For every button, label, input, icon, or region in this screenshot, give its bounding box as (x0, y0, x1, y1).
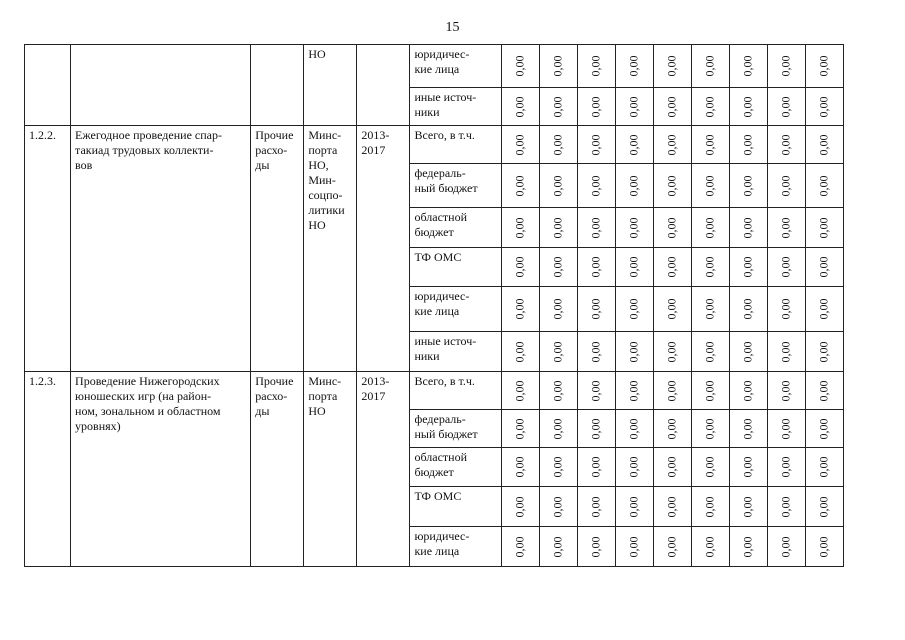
value-cell (615, 164, 653, 208)
value-cell (501, 164, 539, 208)
measure-name: Ежегодное проведение спар- такиад трудовых коллекти- вов (71, 126, 251, 372)
value-cell (653, 487, 691, 527)
value-text: 0,00 (740, 536, 755, 557)
value-cell (691, 527, 729, 567)
value-text: 0,00 (816, 341, 831, 362)
value-text: 0,00 (588, 134, 603, 155)
value-text: 0,00 (702, 536, 717, 557)
value-text: 0,00 (664, 134, 679, 155)
value-cell (615, 45, 653, 88)
funding-source: юридичес- кие лица (410, 45, 501, 88)
value-cell (691, 126, 729, 164)
value-cell (539, 410, 577, 448)
value-cell (805, 126, 843, 164)
table-row (25, 372, 844, 410)
funding-source: областной бюджет (410, 208, 501, 248)
value-text: 0,00 (740, 175, 755, 196)
value-text: 0,00 (512, 134, 527, 155)
value-text: 0,00 (588, 55, 603, 77)
value-text: 0,00 (702, 456, 717, 478)
value-text: 0,00 (664, 298, 679, 320)
value-text: 0,00 (740, 496, 755, 517)
value-cell (577, 208, 615, 248)
value-text: 0,00 (664, 496, 679, 517)
value-cell (691, 208, 729, 248)
value-cell (653, 287, 691, 332)
value-text: 0,00 (740, 380, 755, 401)
value-text: 0,00 (816, 175, 831, 196)
value-cell (539, 126, 577, 164)
value-text: 0,00 (816, 298, 831, 320)
value-text: 0,00 (702, 496, 717, 517)
value-text: 0,00 (512, 536, 527, 557)
value-cell (691, 372, 729, 410)
value-cell (729, 287, 767, 332)
funding-source: федераль- ный бюджет (410, 164, 501, 208)
value-cell (501, 372, 539, 410)
value-text: 0,00 (778, 341, 793, 362)
value-text: 0,00 (626, 456, 641, 478)
value-text: 0,00 (816, 256, 831, 278)
value-cell (577, 372, 615, 410)
funding-source: Всего, в т.ч. (410, 126, 501, 164)
period-cell (357, 45, 410, 126)
value-text: 0,00 (816, 96, 831, 117)
value-text: 0,00 (740, 96, 755, 117)
value-cell (539, 372, 577, 410)
value-cell (501, 410, 539, 448)
value-text: 0,00 (626, 298, 641, 320)
name-cell (71, 45, 251, 126)
value-text: 0,00 (816, 380, 831, 401)
value-text: 0,00 (778, 418, 793, 439)
value-cell (577, 45, 615, 88)
value-text: 0,00 (512, 496, 527, 517)
value-cell (653, 88, 691, 126)
value-text: 0,00 (816, 134, 831, 155)
value-text: 0,00 (550, 298, 565, 320)
executor: Минс- порта НО, Мин- соцпо- литики НО (304, 126, 357, 372)
value-cell (577, 527, 615, 567)
period: 2013- 2017 (357, 126, 410, 372)
value-text: 0,00 (778, 96, 793, 117)
value-text: 0,00 (550, 256, 565, 278)
value-cell (805, 487, 843, 527)
value-text: 0,00 (550, 134, 565, 155)
value-text: 0,00 (702, 55, 717, 77)
value-text: 0,00 (664, 380, 679, 401)
value-cell (805, 372, 843, 410)
value-text: 0,00 (512, 175, 527, 196)
expense-type: Прочие расхо- ды (251, 126, 304, 372)
value-text: 0,00 (778, 496, 793, 517)
value-text: 0,00 (626, 418, 641, 439)
value-cell (729, 372, 767, 410)
value-cell (577, 448, 615, 487)
value-cell (767, 45, 805, 88)
value-cell (767, 164, 805, 208)
value-cell (653, 332, 691, 372)
table-row (25, 45, 844, 88)
value-cell (539, 164, 577, 208)
value-text: 0,00 (626, 380, 641, 401)
value-text: 0,00 (512, 256, 527, 278)
value-cell (653, 527, 691, 567)
value-text: 0,00 (626, 217, 641, 238)
value-cell (729, 410, 767, 448)
value-text: 0,00 (816, 55, 831, 77)
value-cell (691, 248, 729, 287)
value-text: 0,00 (664, 256, 679, 278)
funding-source: областной бюджет (410, 448, 501, 487)
value-cell (691, 487, 729, 527)
value-cell (729, 126, 767, 164)
funding-source: ТФ ОМС (410, 248, 501, 287)
value-cell (653, 208, 691, 248)
value-text: 0,00 (626, 496, 641, 517)
value-text: 0,00 (550, 55, 565, 77)
budget-table (24, 44, 844, 567)
funding-source: федераль- ный бюджет (410, 410, 501, 448)
value-cell (615, 126, 653, 164)
table-row (25, 126, 844, 164)
value-text: 0,00 (626, 536, 641, 557)
value-text: 0,00 (588, 536, 603, 557)
value-cell (501, 287, 539, 332)
value-cell (577, 164, 615, 208)
value-text: 0,00 (702, 418, 717, 439)
value-cell (653, 448, 691, 487)
value-text: 0,00 (550, 96, 565, 117)
measure-number: 1.2.2. (25, 126, 71, 372)
value-cell (691, 448, 729, 487)
value-cell (767, 88, 805, 126)
page-number: 15 (445, 20, 460, 35)
value-text: 0,00 (626, 55, 641, 77)
value-text: 0,00 (550, 536, 565, 557)
value-cell (615, 527, 653, 567)
funding-source: иные источ- ники (410, 88, 501, 126)
value-text: 0,00 (778, 217, 793, 238)
value-text: 0,00 (588, 175, 603, 196)
value-cell (501, 248, 539, 287)
value-cell (729, 527, 767, 567)
value-text: 0,00 (702, 380, 717, 401)
value-text: 0,00 (740, 456, 755, 478)
value-text: 0,00 (740, 418, 755, 439)
value-text: 0,00 (816, 456, 831, 478)
value-cell (539, 248, 577, 287)
value-text: 0,00 (740, 256, 755, 278)
value-cell (615, 372, 653, 410)
value-text: 0,00 (512, 341, 527, 362)
value-cell (501, 448, 539, 487)
value-text: 0,00 (778, 536, 793, 557)
value-cell (577, 126, 615, 164)
value-text: 0,00 (550, 175, 565, 196)
value-cell (767, 126, 805, 164)
value-cell (577, 332, 615, 372)
value-cell (691, 164, 729, 208)
value-cell (501, 332, 539, 372)
value-cell (767, 448, 805, 487)
value-cell (767, 332, 805, 372)
funding-source: иные источ- ники (410, 332, 501, 372)
value-text: 0,00 (588, 456, 603, 478)
value-cell (615, 248, 653, 287)
value-text: 0,00 (816, 496, 831, 517)
value-text: 0,00 (816, 536, 831, 557)
value-text: 0,00 (664, 418, 679, 439)
value-cell (767, 372, 805, 410)
value-text: 0,00 (512, 96, 527, 117)
value-cell (653, 372, 691, 410)
value-cell (539, 88, 577, 126)
value-text: 0,00 (702, 134, 717, 155)
value-cell (501, 208, 539, 248)
value-text: 0,00 (626, 175, 641, 196)
value-text: 0,00 (550, 496, 565, 517)
value-cell (501, 527, 539, 567)
value-text: 0,00 (512, 418, 527, 439)
value-text: 0,00 (550, 217, 565, 238)
value-cell (729, 332, 767, 372)
number-cell (25, 45, 71, 126)
funding-source: ТФ ОМС (410, 487, 501, 527)
value-cell (501, 487, 539, 527)
measure-number: 1.2.3. (25, 372, 71, 567)
value-cell (653, 164, 691, 208)
funding-source: юридичес- кие лица (410, 527, 501, 567)
value-text: 0,00 (550, 456, 565, 478)
value-cell (577, 88, 615, 126)
value-cell (805, 88, 843, 126)
value-text: 0,00 (512, 217, 527, 238)
measure-name: Проведение Нижегородских юношеских игр (на район- ном, зональном и областном уровнях) (71, 372, 251, 567)
value-cell (691, 287, 729, 332)
value-text: 0,00 (588, 256, 603, 278)
value-text: 0,00 (664, 217, 679, 238)
value-cell (691, 332, 729, 372)
value-cell (767, 527, 805, 567)
value-cell (501, 88, 539, 126)
value-cell (653, 248, 691, 287)
value-cell (767, 287, 805, 332)
value-cell (691, 410, 729, 448)
value-text: 0,00 (664, 55, 679, 77)
value-cell (729, 208, 767, 248)
value-cell (805, 410, 843, 448)
value-text: 0,00 (626, 134, 641, 155)
value-text: 0,00 (664, 175, 679, 196)
value-cell (577, 410, 615, 448)
value-text: 0,00 (740, 55, 755, 77)
value-cell (615, 410, 653, 448)
value-text: 0,00 (512, 298, 527, 320)
value-text: 0,00 (778, 134, 793, 155)
value-cell (691, 88, 729, 126)
value-cell (577, 487, 615, 527)
value-text: 0,00 (664, 341, 679, 362)
value-cell (729, 487, 767, 527)
value-cell (539, 287, 577, 332)
value-cell (501, 126, 539, 164)
value-text: 0,00 (740, 341, 755, 362)
value-cell (615, 88, 653, 126)
value-text: 0,00 (588, 380, 603, 401)
value-cell (615, 332, 653, 372)
value-text: 0,00 (778, 380, 793, 401)
executor-cell: НО (304, 45, 357, 126)
value-cell (539, 527, 577, 567)
value-cell (805, 45, 843, 88)
value-cell (767, 487, 805, 527)
value-cell (805, 332, 843, 372)
value-text: 0,00 (740, 217, 755, 238)
value-cell (805, 448, 843, 487)
value-text: 0,00 (550, 380, 565, 401)
value-cell (539, 45, 577, 88)
value-cell (501, 45, 539, 88)
value-text: 0,00 (588, 298, 603, 320)
value-text: 0,00 (816, 418, 831, 439)
value-text: 0,00 (512, 55, 527, 77)
value-text: 0,00 (664, 96, 679, 117)
value-text: 0,00 (740, 134, 755, 155)
expense-type: Прочие расхо- ды (251, 372, 304, 567)
value-cell (539, 208, 577, 248)
value-text: 0,00 (588, 496, 603, 517)
value-text: 0,00 (702, 298, 717, 320)
value-cell (653, 126, 691, 164)
value-text: 0,00 (778, 175, 793, 196)
value-text: 0,00 (588, 418, 603, 439)
value-cell (729, 164, 767, 208)
value-cell (767, 410, 805, 448)
value-cell (539, 487, 577, 527)
value-text: 0,00 (740, 298, 755, 320)
funding-source: Всего, в т.ч. (410, 372, 501, 410)
value-cell (767, 248, 805, 287)
value-text: 0,00 (778, 256, 793, 278)
value-text: 0,00 (702, 96, 717, 117)
period: 2013- 2017 (357, 372, 410, 567)
value-text: 0,00 (664, 456, 679, 478)
value-text: 0,00 (778, 298, 793, 320)
value-cell (729, 248, 767, 287)
value-text: 0,00 (626, 256, 641, 278)
value-text: 0,00 (702, 175, 717, 196)
value-text: 0,00 (550, 418, 565, 439)
value-cell (729, 88, 767, 126)
value-text: 0,00 (626, 341, 641, 362)
value-text: 0,00 (512, 380, 527, 401)
value-cell (653, 45, 691, 88)
executor: Минс- порта НО (304, 372, 357, 567)
value-text: 0,00 (588, 341, 603, 362)
value-text: 0,00 (778, 55, 793, 77)
value-text: 0,00 (512, 456, 527, 478)
value-cell (615, 287, 653, 332)
value-cell (539, 448, 577, 487)
value-cell (577, 287, 615, 332)
value-text: 0,00 (626, 96, 641, 117)
value-cell (653, 410, 691, 448)
value-cell (805, 248, 843, 287)
value-cell (615, 487, 653, 527)
value-cell (805, 287, 843, 332)
value-text: 0,00 (702, 341, 717, 362)
value-cell (767, 208, 805, 248)
value-cell (805, 208, 843, 248)
value-text: 0,00 (664, 536, 679, 557)
value-text: 0,00 (588, 96, 603, 117)
value-cell (691, 45, 729, 88)
value-cell (729, 45, 767, 88)
value-text: 0,00 (816, 217, 831, 238)
value-text: 0,00 (550, 341, 565, 362)
value-cell (615, 448, 653, 487)
value-cell (805, 527, 843, 567)
value-text: 0,00 (702, 256, 717, 278)
value-cell (577, 248, 615, 287)
expense-cell (251, 45, 304, 126)
value-text: 0,00 (778, 456, 793, 478)
value-cell (729, 448, 767, 487)
value-text: 0,00 (588, 217, 603, 238)
funding-source: юридичес- кие лица (410, 287, 501, 332)
value-text: 0,00 (702, 217, 717, 238)
value-cell (805, 164, 843, 208)
value-cell (615, 208, 653, 248)
value-cell (539, 332, 577, 372)
